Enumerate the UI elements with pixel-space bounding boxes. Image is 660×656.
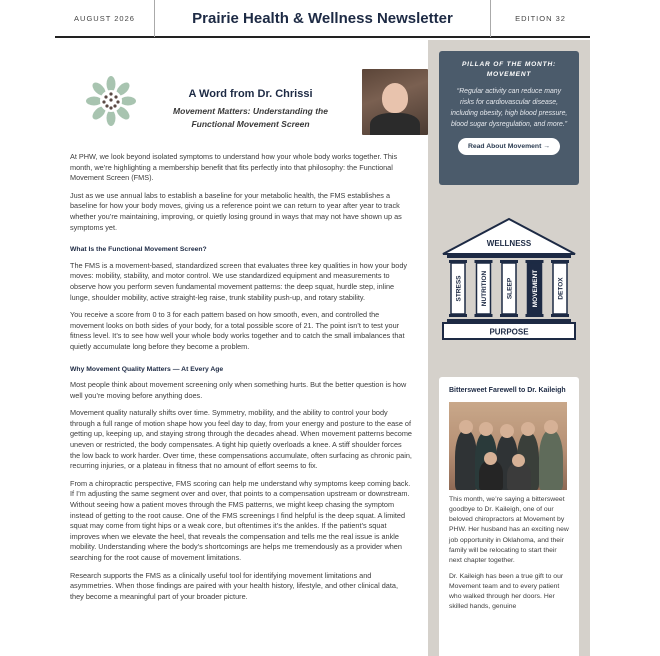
author-shoulders <box>370 113 420 135</box>
pillar-quote: “Regular activity can reduce many risks for cardiovascular disease, including obesity, high blood pressure, blood sugar dysregulation, and more.” <box>450 88 568 128</box>
practice-logo-icon <box>85 75 137 127</box>
pillar-label-stress: STRESS <box>455 275 463 302</box>
pillar-plinth <box>526 314 544 317</box>
article-paragraph: You receive a score from 0 to 3 for each pattern based on how smooth, even, and controlled the movement looks on both sides of your body, for a total possible score of 21. The point isn’t to test your fitness level. It’s to see how well your whole body works together and to catch the small imbalances that quietly accumulate long before they become a problem. <box>70 310 405 351</box>
pillar-label-detox: DETOX <box>557 277 565 300</box>
section-heading: Why Movement Quality Matters — At Every Age <box>70 365 224 373</box>
newsletter-header <box>55 0 590 38</box>
author-photo <box>362 69 428 135</box>
farewell-paragraph: This month, we’re saying a bittersweet goodbye to Dr. Kaileigh, one of our beloved chiropractors at Movement by PHW. Her husband has an exciting new job opportunity in Oklahoma, and their family will be relocating to start their next chapter together. <box>449 495 569 565</box>
team-group-photo <box>449 402 567 490</box>
diagram-roof <box>443 219 575 254</box>
pillar-heading: PILLAR OF THE MONTH: MOVEMENT <box>461 61 557 78</box>
section-heading: What Is the Functional Movement Screen? <box>70 246 207 254</box>
article-paragraph: Research supports the FMS as a clinically useful tool for identifying movement limitations and asymmetries. When those findings are paired with your health history, lifestyle, and other clinical data, they become a meaningful part of your broader picture. <box>70 570 398 601</box>
article-paragraph: From a chiropractic perspective, FMS scoring can help me understand why symptoms keep coming back. If I’m adjusting the same segment over and over, that points to a compensation upstream or downstream. Without seeing how a patient moves through the FMS patterns, we might keep chasing the symptom instead of getting to the root cause. One of the FMS screenings I find helpful is the deep squat. A limited squat may come from tight hips or a weak core, but oftentimes it’s the ankles. If the patient’s squat improves when we elevate the heel, that reveals the compensation and tells me the real issue is ankle mobility. Understanding where the body’s shortcomings are helps me tremendously as a provider when searching for the root cause of movement limitations. <box>70 478 411 562</box>
issue-date: AUGUST 2026 <box>55 0 155 37</box>
pillar-plinth <box>551 314 569 317</box>
farewell-card <box>439 377 579 656</box>
article-body <box>70 152 413 602</box>
article-paragraph: At PHW, we look beyond isolated symptoms to understand how your whole body works together. This month, we’re highlighting a membership benefit that fits perfectly into that philosophy: the Functional Movement Screen (FMS). <box>70 152 398 183</box>
pillar-plinth <box>449 314 467 317</box>
author-face <box>382 83 408 113</box>
pillar-label-nutrition: NUTRITION <box>481 270 488 307</box>
left-margin <box>0 0 55 656</box>
article-paragraph: Movement quality naturally shifts over time. Symmetry, mobility, and the ability to control your body through a full range of motion shape how you feel day to day, from your energy and posture to the ease of getting up, keeping up, and staying strong through the decades ahead. When movement patterns become uneven or restricted, the body compensates. A tight hip quietly overloads a knee. A stiff shoulder forces the low back to work harder. Over time, these compensations accumulate, often surfacing as chronic pain, recurring injuries, or a plateau in fitness that no amount of effort seems to fix. <box>70 408 412 471</box>
article-paragraph: The FMS is a movement-based, standardized screen that evaluates three key qualities in how your body moves: mobility, stability, and motor control. We use standardized equipment and measurements to observe how you perform seven fundamental movement patterns: the deep squat, hurdle step, inline lunge, shoulder mobility, active straight-leg raise, trunk stability push-up, and rotary stability. <box>70 260 408 302</box>
right-margin <box>590 0 660 656</box>
sidebar <box>428 40 590 656</box>
farewell-paragraph: Dr. Kaileigh has been a true gift to our Movement team and to every patient who walked through her doors. Her skilled hands, genuine <box>449 572 564 611</box>
article-paragraph: Just as we use annual labs to establish a baseline for your metabolic health, the FMS establishes a baseline for how your body moves, giving us a reference point we can return to year after year to track whether you’re maintaining, improving, or quietly losing ground in ways that may not have shown up as symptoms yet. <box>70 190 402 232</box>
diagram-roof-label: WELLNESS <box>486 239 532 248</box>
article-paragraph: Most people think about movement screening only when something hurts. But the better question is how well you’re moving before anything does. <box>70 380 407 400</box>
diagram-lintel <box>447 254 571 258</box>
farewell-body <box>449 495 569 613</box>
article-intro <box>70 40 413 152</box>
intro-heading-block <box>158 88 343 131</box>
wellness-pillars-diagram <box>439 216 579 348</box>
column-title: A Word from Dr. Chrissi <box>188 88 313 100</box>
pillar-of-month-card <box>439 51 579 185</box>
diagram-step-top <box>447 319 571 322</box>
newsletter-title: Prairie Health & Wellness Newsletter <box>192 9 453 27</box>
pillar-plinth <box>500 314 518 317</box>
pillar-label-movement: MOVEMENT <box>532 269 539 308</box>
pillar-plinth <box>475 314 493 317</box>
column-subtitle: Movement Matters: Understanding the Functional Movement Screen <box>173 106 328 129</box>
main-article <box>55 40 428 656</box>
diagram-base-label: PURPOSE <box>489 327 529 337</box>
farewell-title: Bittersweet Farewell to Dr. Kaileigh <box>449 387 566 394</box>
pillar-label-sleep: SLEEP <box>506 277 514 300</box>
read-about-movement-button[interactable]: Read About Movement → <box>458 138 560 155</box>
edition-number: EDITION 32 <box>490 0 590 37</box>
